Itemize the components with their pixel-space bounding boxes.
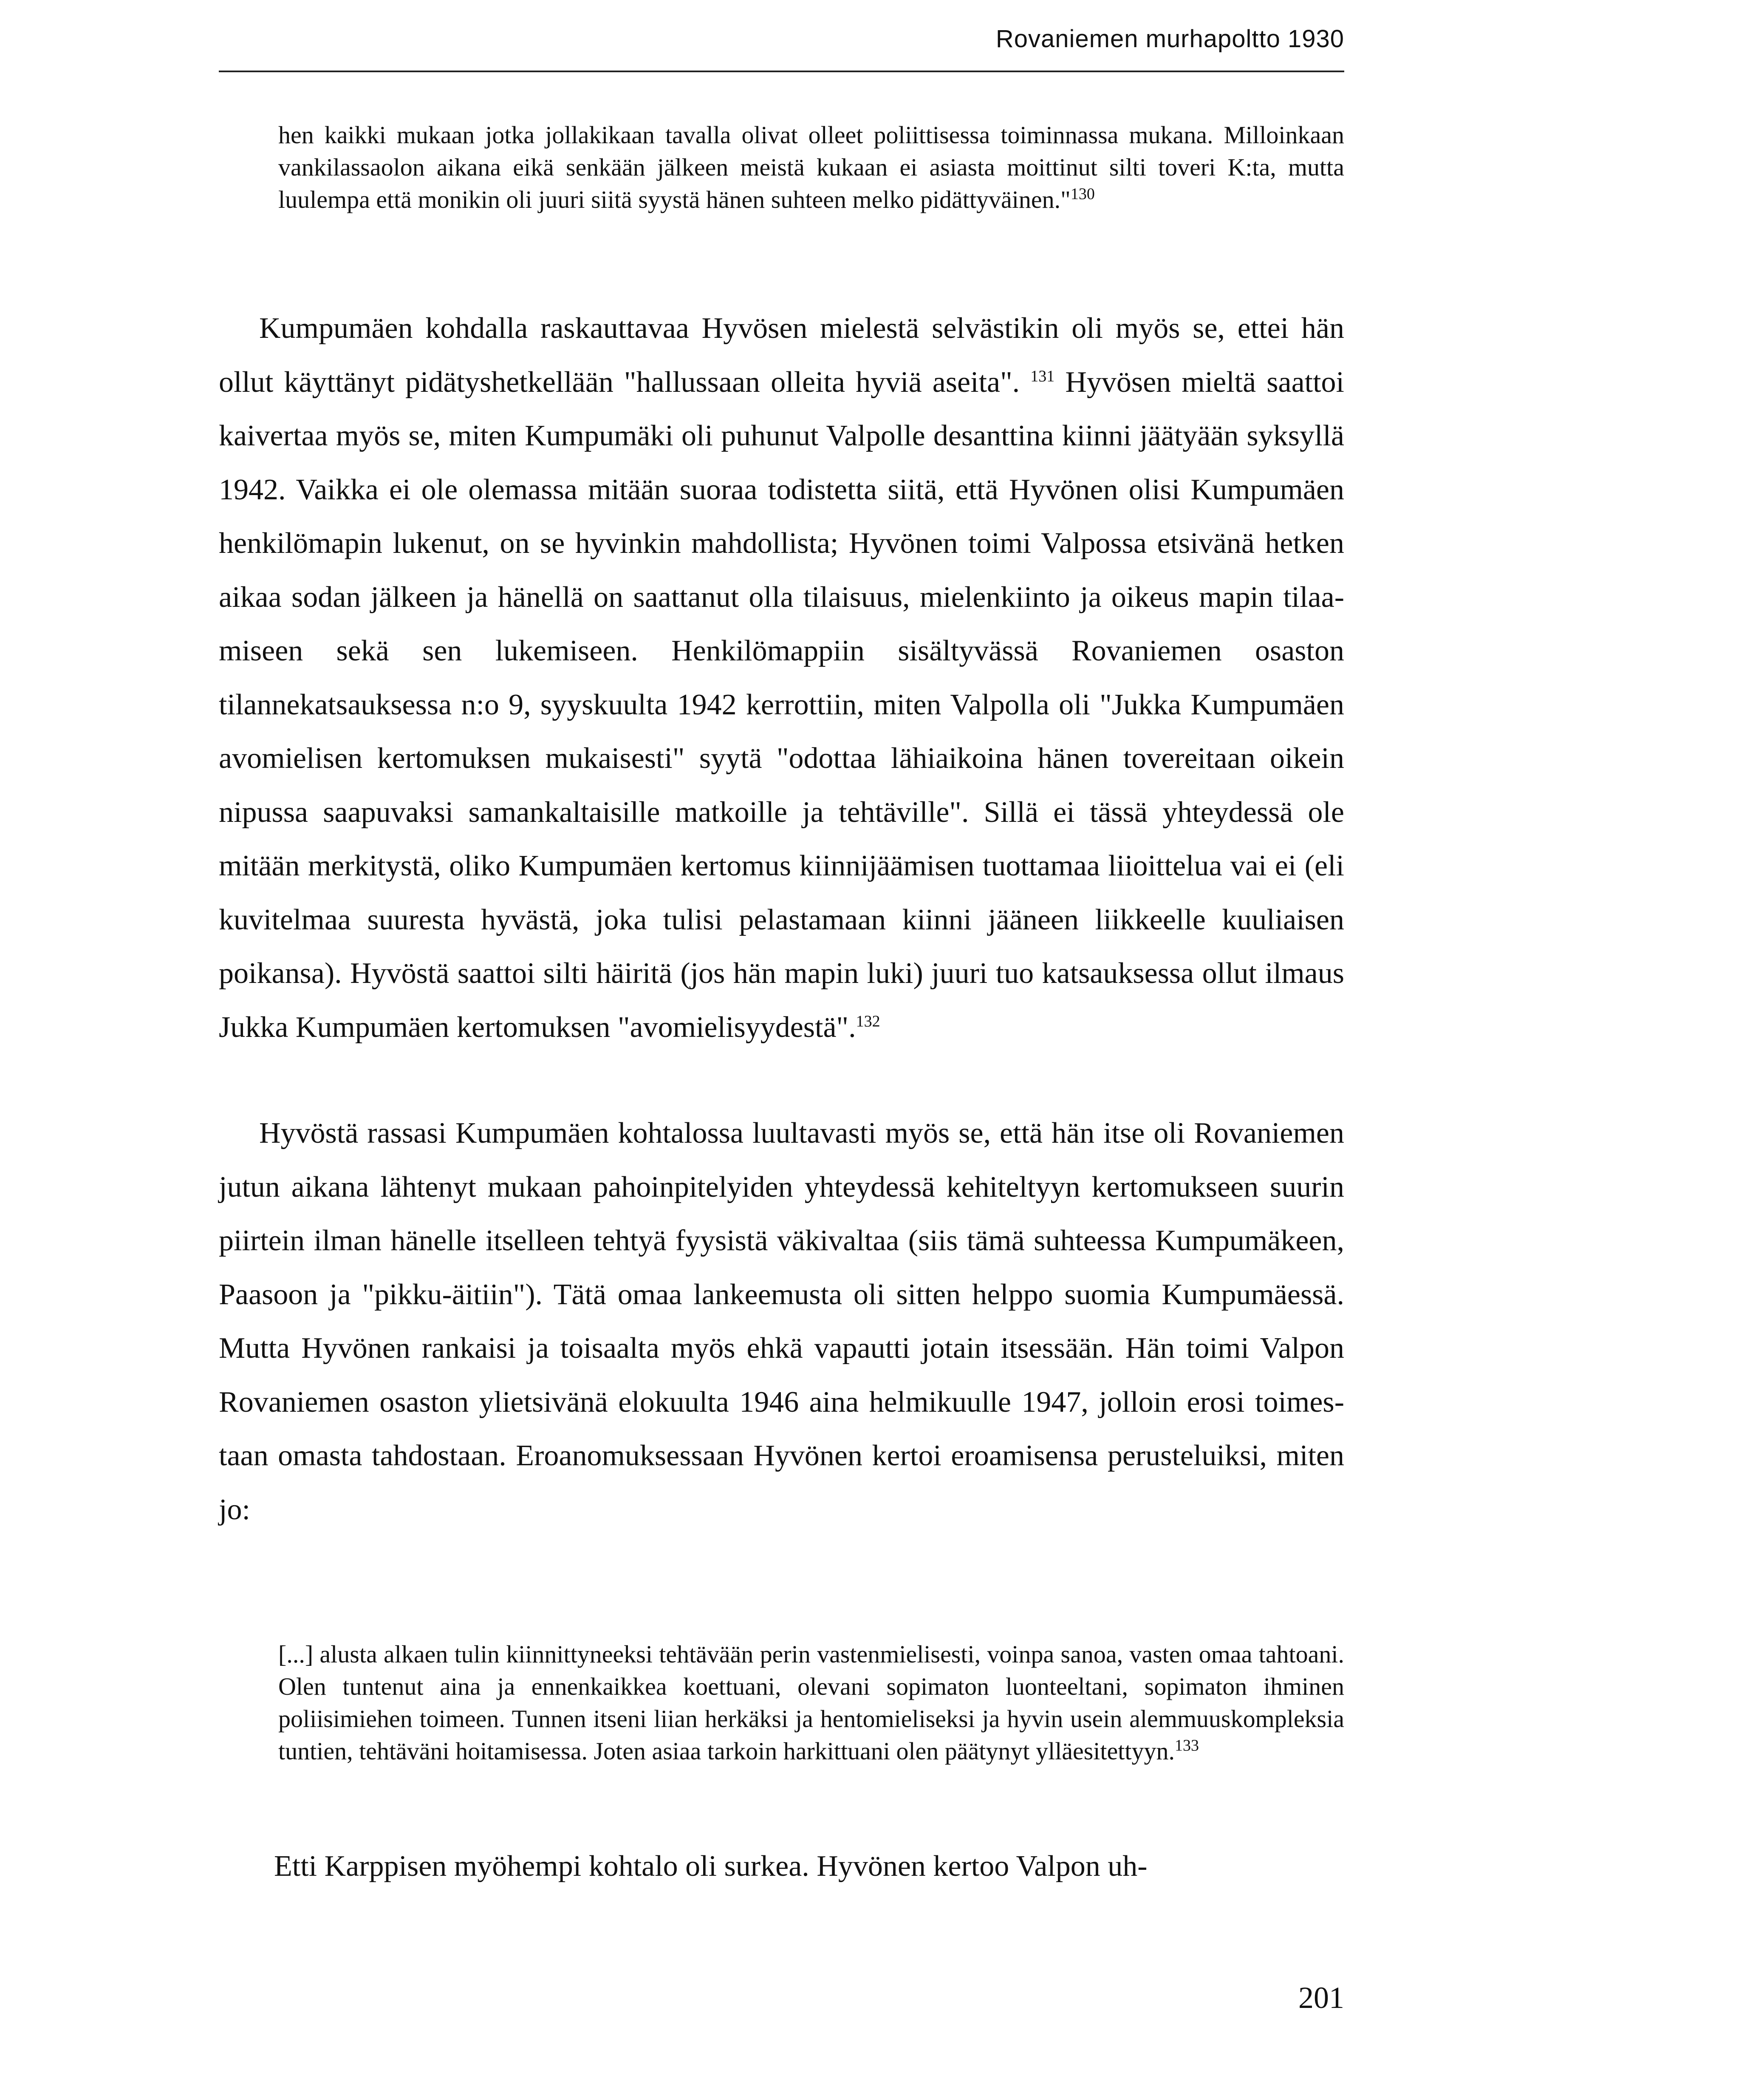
body-paragraph xyxy=(219,1840,1344,1894)
paragraph-text: Kumpumäen kohdalla raskauttavaa Hyvösen mielestä selvästikin oli myös se, ettei hän ollut käyttänyt pidätyshetkellään "hallussaan olleita hyviä aseita". xyxy=(219,312,1344,399)
paragraph-text: Hyvöstä rassasi Kumpumäen kohtalossa luultavasti myös se, että hän itse oli Rovaniemen jutun aikana lähtenyt mukaan pahoinpitelyiden yhteydessä kehiteltyyn kertomukseen suurin piirtein ilman hänelle itselleen tehtyä fyysistä väkivaltaa (siis tämä suhteessa Kumpumäkeen, Paasoon ja "pikku-äitiin"). Tätä omaa lankeemusta oli sitten helppo suomia Kumpumäessä. Mutta Hyvönen rankaisi ja toisaalta myös ehkä vapautti jotain itsessään. Hän toimi Valpon Rovaniemen osaston ylietsivänä elokuulta 1946 aina helmikuulle 1947, jolloin erosi toimestaan omasta tahdostaan. Eroanomuksessaan Hyvönen kertoi eroamisensa perusteluiksi, miten jo: xyxy=(219,1117,1344,1526)
footnote-marker: 132 xyxy=(856,1012,880,1031)
running-header: Rovaniemen murhapoltto 1930 xyxy=(995,25,1344,53)
paragraph-text: Etti Karppisen myöhempi kohtalo oli surkea. Hyvönen kertoo Valpon uh- xyxy=(274,1850,1148,1883)
footnote-marker: 131 xyxy=(1030,367,1055,385)
page-number: 201 xyxy=(1298,1981,1344,2015)
block-quote xyxy=(278,1638,1344,1767)
footnote-marker: 130 xyxy=(1070,185,1095,203)
body-paragraph xyxy=(219,302,1344,1054)
paragraph-text: Hyvösen mieltä saattoi kaivertaa myös se, miten Kumpumäki oli puhunut Valpolle desanttina kiinni jäätyään syksyllä 1942. Vaikka ei ole olemassa mitään suoraa todistetta siitä, että Hyvönen olisi Kumpumäen henkilömapin lukenut, on se hyvinkin mahdollista; Hyvönen toimi Valpossa etsivänä hetken aikaa sodan jälkeen ja hänellä on saattanut olla tilaisuus, mielenkiinto ja oikeus mapin tilaamiseen sekä sen lukemiseen. Henkilömappiin sisältyvässä Rovaniemen osaston tilannekatsauksessa n:o 9, syyskuulta 1942 kerrottiin, miten Valpolla oli "Jukka Kumpumäen avomielisen kertomuksen mukaisesti" syytä "odottaa lähiaikoina hänen tovereitaan oikein nipussa saapuvaksi samankaltaisille matkoille ja tehtäville". Sillä ei tässä yhteydessä ole mitään merkitystä, oliko Kumpumäen kertomus kiinnijäämisen tuottamaa liioittelua vai ei (eli kuvitelmaa suuresta hyvästä, joka tulisi pelastamaan kiinni jääneen liikkeelle kuuliaisen poikansa). Hyvöstä saattoi silti häiritä (jos hän mapin luki) juuri tuo katsauksessa ollut ilmaus Jukka Kumpumäen kertomuksen "avomielisyydestä". xyxy=(219,365,1344,1044)
quote-text: hen kaikki mukaan jotka jollakikaan tavalla olivat olleet poliittisessa toiminnassa mukana. Milloinkaan vankilassaolon aikana eikä senkään jälkeen meistä kukaan ei asiasta moittinut silti toveri K:ta, mutta luulempa että monikin oli juuri siitä syystä hänen suhteen melko pidättyväinen." xyxy=(278,121,1344,213)
header-rule xyxy=(219,71,1344,72)
block-quote-continuation xyxy=(278,119,1344,216)
quote-text: [...] alusta alkaen tulin kiinnittyneeksi tehtävään perin vastenmielisesti, voinpa sanoa, vasten omaa tahtoani. Olen tuntenut aina ja ennenkaikkea koettuani, olevani sopimaton luonteeltani, sopimaton ihminen poliisimiehen toimeen. Tunnen itseni liian herkäksi ja hentomieliseksi ja hyvin usein alemmuuskompleksia tuntien, tehtäväni hoitamisessa. Joten asiaa tarkoin harkittuani olen päätynyt ylläesitettyyn. xyxy=(278,1640,1344,1765)
body-paragraph xyxy=(219,1107,1344,1537)
footnote-marker: 133 xyxy=(1175,1736,1199,1755)
